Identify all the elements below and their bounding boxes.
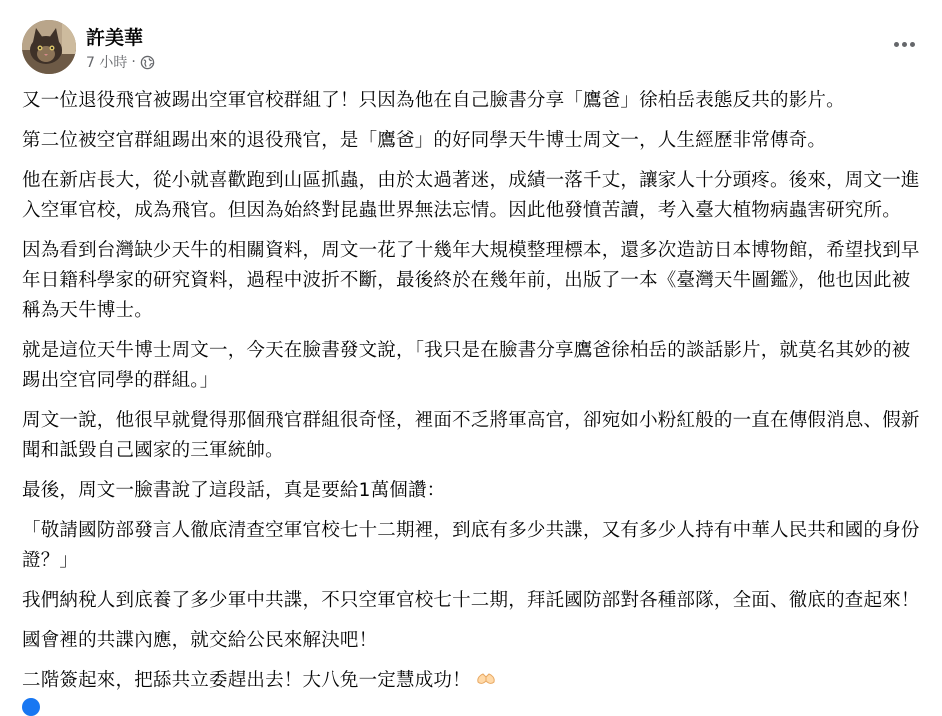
post-paragraph: 最後，周文一臉書說了這段話，真是要給1萬個讚： xyxy=(22,480,446,501)
post-paragraph: 因為看到台灣缺少天牛的相關資料，周文一花了十幾年大規模整理標本，還多次造訪日本博物館，希望找到早年日籍科學家的研究資料，過程中波折不斷，最後終於在幾年前，出版了一本《臺灣天牛圖鑑》，他也因此被稱為天牛博士。 xyxy=(22,240,920,321)
cat-avatar-image xyxy=(22,20,76,74)
folded-hands-emoji-icon xyxy=(475,666,497,696)
reaction-icon-partial xyxy=(22,698,40,716)
meta-separator: · xyxy=(131,54,136,70)
post-body xyxy=(22,86,922,706)
post-paragraph: 「敬請國防部發言人徹底清查空軍官校七十二期裡，到底有多少共諜，又有多少人持有中華人民共和國的身份證？」 xyxy=(22,520,920,571)
author-name[interactable]: 許美華 xyxy=(86,27,144,49)
post-paragraph: 第二位被空官群組踢出來的退役飛官，是「鷹爸」的好同學天牛博士周文一，人生經歷非常傳奇。 xyxy=(22,130,827,151)
post-meta xyxy=(86,52,155,72)
avatar[interactable] xyxy=(22,20,76,74)
more-options-icon[interactable] xyxy=(886,32,922,56)
post-paragraph: 我們納稅人到底養了多少軍中共諜，不只空軍官校七十二期，拜託國防部對各種部隊，全面、徹底的查起來！ xyxy=(22,590,920,611)
globe-icon[interactable] xyxy=(140,55,155,70)
post-paragraph: 他在新店長大，從小就喜歡跑到山區抓蟲，由於太過著迷，成績一落千丈，讓家人十分頭疼。後來，周文一進入空軍官校，成為飛官。但因為始終對昆蟲世界無法忘情。因此他發憤苦讀，考入臺大植物病蟲害研究所。 xyxy=(22,170,920,221)
post-header xyxy=(22,20,922,76)
post-paragraph: 周文一說，他很早就覺得那個飛官群組很奇怪，裡面不乏將軍高官，卻宛如小粉紅般的一直在傳假消息、假新聞和詆毀自己國家的三軍統帥。 xyxy=(22,410,920,461)
post-paragraph: 就是這位天牛博士周文一，今天在臉書發文說，「我只是在臉書分享鷹爸徐柏岳的談話影片，就莫名其妙的被踢出空官同學的群組。」 xyxy=(22,340,911,391)
post-paragraph-text: 二階簽起來，把舔共立委趕出去！大八免一定慧成功！ xyxy=(22,670,471,691)
post-timestamp[interactable]: 7 小時 xyxy=(86,55,128,71)
post-paragraph-last xyxy=(22,666,922,696)
post-paragraph: 國會裡的共諜內應，就交給公民來解決吧！ xyxy=(22,630,378,651)
post-paragraph: 又一位退役飛官被踢出空軍官校群組了！只因為他在自己臉書分享「鷹爸」徐柏岳表態反共的影片。 xyxy=(22,90,845,111)
